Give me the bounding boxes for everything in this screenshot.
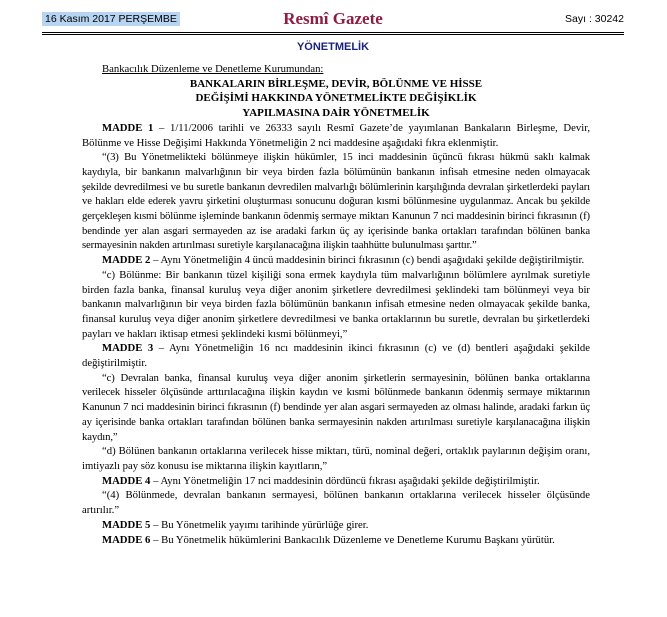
article-text: – Aynı Yönetmeliğin 17 nci maddesinin dördüncü fıkrası aşağıdaki şekilde değiştirilmiştir.	[150, 474, 540, 487]
section-title: YÖNETMELİK	[296, 41, 370, 53]
regulation-title-line: BANKALARIN BİRLEŞME, DEVİR, BÖLÜNME VE HİSSE	[189, 77, 483, 90]
article-paragraph	[82, 121, 590, 150]
gazette-header	[42, 9, 624, 33]
quoted-paragraph	[82, 371, 590, 445]
article-label: MADDE 3	[102, 342, 154, 355]
quoted-paragraph	[82, 488, 590, 517]
article-label: MADDE 1	[102, 121, 154, 134]
article-text: – Aynı Yönetmeliğin 4 üncü maddesinin birinci fıkrasının (c) bendi aşağıdaki şekilde değiştirilmiştir.	[150, 254, 585, 267]
quoted-paragraph	[82, 150, 590, 253]
article-label: MADDE 6	[102, 533, 151, 546]
article-text: – Bu Yönetmelik yayımı tarihinde yürürlüğe girer.	[150, 518, 369, 531]
quoted-paragraph	[82, 268, 590, 342]
gazette-title: Resmî Gazete	[283, 9, 383, 28]
issuing-authority: Bankacılık Düzenleme ve Denetleme Kurumundan:	[102, 63, 324, 75]
header-divider	[42, 32, 624, 33]
quoted-text: “d) Bölünen bankanın ortaklarına verilecek hisse miktarı, türü, nominal değeri, ortaklık paylarının değişim oranı, imtiyazlı pay söz konusu ise miktarına ilişkin kayıtların,”	[82, 445, 590, 472]
article-paragraph	[82, 518, 590, 533]
quoted-text: “c) Devralan banka, finansal kuruluş veya diğer anonim şirketlerin sermayesinin, bölünen banka ortaklarına verilecek hisseler ölçüsünde arttırılacağına ilişkin kaydın ve kısmi bölünmede bankanın ödenmiş sermaye miktarının Kanunun 7 nci maddesinin birinci fıkrasının (f) bendinde yer alan asgari sermayeden az olması halinde, aradaki farkın üç ay içerisinde banka ortakları tarafından bölünen banka sermayesinin nakden artırılması suretiyle karşılanacağına ilişkin kaydın,”	[82, 371, 590, 443]
article-paragraph	[82, 341, 590, 370]
article-label: MADDE 4	[102, 474, 151, 487]
quoted-paragraph	[82, 444, 590, 473]
article-label: MADDE 5	[102, 518, 151, 531]
quoted-text: “(4) Bölünmede, devralan bankanın sermayesi, bölünen bankanın ortaklarına verilecek hisseler ölçüsünde artırılır.”	[82, 489, 590, 517]
issue-number: Sayı : 30242	[565, 13, 624, 25]
article-paragraph	[82, 253, 590, 268]
issue-date[interactable]: 16 Kasım 2017 PERŞEMBE	[42, 12, 180, 26]
article-paragraph	[82, 474, 590, 489]
regulation-body	[82, 62, 590, 547]
regulation-title-line: YAPILMASINA DAİR YÖNETMELİK	[242, 107, 430, 120]
article-text: – Bu Yönetmelik hükümlerini Bankacılık Düzenleme ve Denetleme Kurumu Başkanı yürütür.	[150, 533, 555, 546]
header-divider-secondary	[42, 34, 624, 35]
article-paragraph	[82, 533, 590, 548]
quoted-text: “(3) Bu Yönetmelikteki bölünmeye ilişkin hükümler, 15 inci maddesinin üçüncü fıkrası hükmü saklı kalmak kaydıyla, bir bankanın malvarlığının bir veya birden fazla bölümünün bankanın infisah etmesine neden olmayacak şekilde devredilmesi ve bu suretle bankanın devredilen malvarlığı bölümlerinin karşılığında devralan şirketlerdeki payları ve hakları elde ederek yavru şirketini oluşturması sonucunu doğuran kısmi bölünmesine uygulanmaz. Ancak bu şekilde gerçekleşen kısmi bölünme işleminde bankanın ödenmiş sermaye miktarı Kanunun 7 nci maddesinin birinci fıkrasının (f) bendinde yer alan asgari sermayeden az ise aradaki farkın üç ay içerisinde banka ortakları tarafından bölünen banka sermayesinin nakden artırılması suretiyle karşılanacağına ilişkin taahhütte bulunulması şarttır.”	[82, 151, 590, 252]
quoted-text: “c) Bölünme: Bir bankanın tüzel kişiliği sona ermek kaydıyla tüm malvarlığının bölümlere ayrılmak suretiyle birden fazla banka, finansal kuruluş veya diğer anonim şirketlere devredilmesi şeklindeki tam bölünmeyi veya bir bankanın malvarlığının bir veya birden fazla bölümünün bankanın infisah etmesine neden olmayacak şekilde banka, finansal kuruluş veya diğer anonim şirketlere devredilmesi ve banka ortaklarının bu suretle, devralan bu şirketlerdeki payları ve hakları iktisap etmesi şeklindeki kısmi bölünmeyi,”	[82, 268, 590, 340]
article-label: MADDE 2	[102, 254, 151, 267]
regulation-title-line: DEĞİŞİMİ HAKKINDA YÖNETMELİKTE DEĞİŞİKLİK	[195, 92, 477, 105]
article-text: – 1/11/2006 tarihli ve 26333 sayılı Resmî Gazete’de yayımlanan Bankaların Birleşme, Devir, Bölünme ve Hisse Değişimi Hakkında Yönetmeliğin 2 nci maddesine aşağıdaki fıkra eklenmiştir.	[82, 121, 590, 149]
article-text: – Aynı Yönetmeliğin 16 ncı maddesinin ikinci fıkrasının (c) ve (d) bentleri aşağıdaki şekilde değiştirilmiştir.	[82, 342, 590, 370]
